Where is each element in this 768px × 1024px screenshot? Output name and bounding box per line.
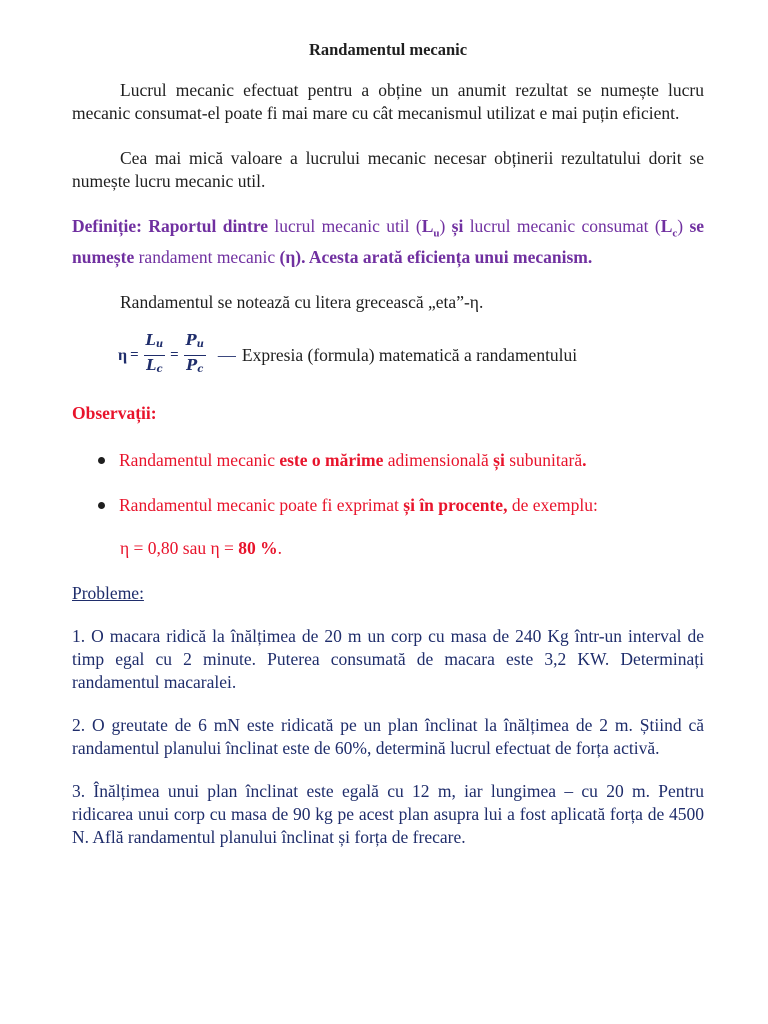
observation-item-2 [72,494,704,517]
example-text-c: . [277,537,282,558]
lu-subscript: u [433,227,440,240]
observations-list [72,449,704,517]
obs2-text-c: de exemplu: [507,494,598,515]
bullet-icon [98,457,105,464]
bullet-icon [98,502,105,509]
fraction-power-numerator [184,331,206,356]
definition-text-8: randament mecanic [138,246,280,267]
fraction-work-numerator [144,331,165,356]
obs2-text-a: Randamentul mecanic poate fi exprimat [119,494,404,515]
lu-letter: L [145,332,156,349]
definition-lc-symbol: $L_c$ [660,216,678,240]
paragraph-consumed-work: Lucrul mecanic efectuat pentru a obține un anumit rezultat se numește lucru mecanic consumat-el poate fi mai mare cu cât mecanismul utilizat e mai puțin eficient. [72,80,704,123]
definition-text-6: ) [677,216,684,236]
page-title: Randamentul mecanic [308,40,468,59]
problem-2: 2. O greutate de 6 mN este ridicată pe un plan înclinat la înălțimea de 2 m. Știind că randamentul planului înclinat este de 60%, determină lucrul efectuat de forța activă. [72,714,704,758]
fraction-work [144,331,165,380]
lc-letter: L [146,357,157,374]
definition-lu-symbol: $L_u$ [421,216,440,240]
definition-text-9: (η). Acesta arată eficiența unui mecanism. [279,246,593,267]
problem-1: 1. O macara ridică la înălțimea de 20 m un corp cu masa de 240 Kg într-un interval de timp egal cu 2 minute. Puterea consumată de macara este 3,2 KW. Determinați randamentul macaralei. [72,625,704,692]
efficiency-formula [118,328,704,384]
obs1-text-f: . [582,449,587,470]
observation-item-1 [72,449,704,472]
eta-note: Randamentul se notează cu litera grecească „eta”-η. [120,291,484,312]
pu-letter: P [185,332,197,349]
formula-equals-2: = [170,347,179,363]
formula-dash: — [217,345,236,365]
paragraph-useful-work: Cea mai mică valoare a lucrului mecanic necesar obținerii rezultatului dorit se numește lucru mecanic util. [72,148,704,191]
definition-paragraph [72,215,704,269]
pu-sub: u [196,339,204,350]
example-text-a: η = 0,80 sau η = [120,537,239,558]
lc-sub: c [156,364,163,375]
definition-text-3: ) [439,216,446,236]
fraction-power [184,331,206,380]
fraction-power-denominator [184,356,205,380]
problem-3: 3. Înălțimea unui plan înclinat este egală cu 12 m, iar lungimea – cu 20 m. Pentru ridicarea unui corp cu masa de 90 kg pe acest plan asupra lui a fost aplicată forța de 4500 N. Află randamentul planului înclinat și forța de frecare. [72,780,704,847]
observations-heading: Observații: [72,402,157,423]
percent-example [120,537,704,560]
definition-text-2: lucrul mecanic util ( [274,216,422,236]
problems-heading: Probleme: [72,582,144,603]
example-text-b: 80 % [238,537,278,558]
lu-sub: u [155,339,164,350]
formula-eta: η [118,347,128,364]
obs1-text-b: este o mărime [279,449,384,470]
definition-text-7: se numește [72,216,705,267]
pc-letter: P [186,357,198,374]
obs1-text-e: subunitară [504,449,583,470]
obs1-text-a: Randamentul mecanic [119,449,280,470]
formula-equals-1: = [130,347,139,363]
definition-text-1: Raportul dintre [141,216,275,236]
definition-label: Definiție: [72,216,142,236]
fraction-work-denominator [144,356,164,380]
definition-text-4: și [445,216,470,236]
obs2-text-b: și în procente, [403,494,508,515]
lc-subscript: c [672,227,678,240]
definition-text-5: lucrul mecanic consumat ( [469,216,661,236]
obs1-text-c: adimensională [383,449,494,470]
pc-sub: c [197,364,204,375]
formula-description: Expresia (formula) matematică a randamentului [241,345,578,365]
obs1-text-d: și [493,449,505,470]
